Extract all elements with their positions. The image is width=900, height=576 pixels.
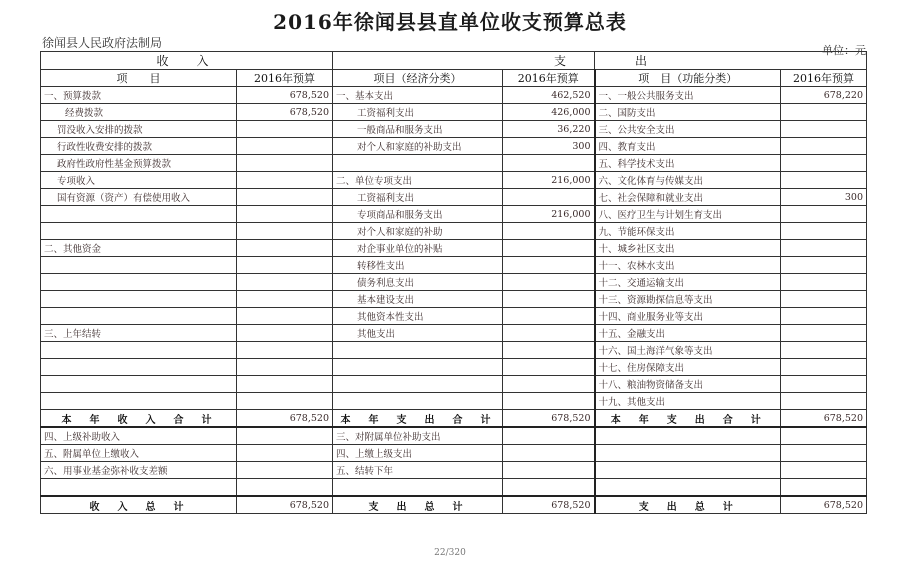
expense-row	[333, 291, 867, 308]
income-item-label: 二、其他资金	[41, 240, 237, 257]
income-item-label	[41, 206, 237, 223]
expense-func-value	[781, 240, 867, 257]
expense-row	[333, 206, 867, 223]
expense-econ-label: 其他支出	[333, 325, 503, 342]
income-extra-label	[41, 479, 237, 497]
income-item-value	[237, 155, 333, 172]
expense-extra-label: 四、上缴上级支出	[333, 445, 503, 462]
income-item-label	[41, 376, 237, 393]
income-item-value	[237, 240, 333, 257]
expense-econ-label	[333, 342, 503, 359]
expense-econ-label: 一、基本支出	[333, 87, 503, 104]
expense-econ-value	[503, 223, 595, 240]
expense-econ-label: 其他资本性支出	[333, 308, 503, 325]
expense-row	[333, 240, 867, 257]
expense-row	[333, 87, 867, 104]
expense-total-label-econ: 本 年 支 出 合 计	[333, 410, 503, 428]
income-row	[41, 138, 333, 155]
expense-econ-value: 36,220	[503, 121, 595, 138]
expense-extra-value	[503, 462, 595, 479]
income-item-value	[237, 121, 333, 138]
expense-func-label: 五、科学技术支出	[595, 155, 781, 172]
income-item-label	[41, 274, 237, 291]
expense-func-label: 十四、商业服务业等支出	[595, 308, 781, 325]
income-row	[41, 87, 333, 104]
expense-row	[333, 189, 867, 206]
expense-column-header-row	[333, 70, 867, 87]
income-item-value	[237, 342, 333, 359]
expense-extra-label	[333, 479, 503, 497]
income-row	[41, 342, 333, 359]
income-item-value	[237, 308, 333, 325]
expense-row	[333, 155, 867, 172]
expense-econ-label	[333, 155, 503, 172]
expense-func-value	[781, 274, 867, 291]
expense-col-budget-func: 2016年预算	[781, 70, 867, 87]
income-item-value	[237, 359, 333, 376]
income-item-value	[237, 172, 333, 189]
income-extra-label: 四、上级补助收入	[41, 427, 237, 445]
income-row	[41, 308, 333, 325]
income-row	[41, 291, 333, 308]
expense-extra-func-value	[781, 479, 867, 497]
expense-col-econ: 项目（经济分类）	[333, 70, 503, 87]
income-extra-value	[237, 445, 333, 462]
income-item-label	[41, 393, 237, 410]
expense-econ-value	[503, 376, 595, 393]
expense-econ-value	[503, 325, 595, 342]
expense-econ-value	[503, 240, 595, 257]
expense-extra-value	[503, 427, 595, 445]
expense-total-row	[333, 410, 867, 428]
income-row	[41, 240, 333, 257]
income-row	[41, 359, 333, 376]
expense-section-header-row	[333, 52, 867, 70]
expense-extra-value	[503, 479, 595, 497]
expense-econ-label	[333, 393, 503, 410]
page-number: 22/320	[434, 548, 466, 558]
expense-extra-func	[595, 427, 781, 445]
expense-econ-label: 基本建设支出	[333, 291, 503, 308]
income-row	[41, 206, 333, 223]
expense-func-value	[781, 325, 867, 342]
expense-econ-label	[333, 376, 503, 393]
expense-extra-func	[595, 462, 781, 479]
expense-econ-label: 对个人和家庭的补助支出	[333, 138, 503, 155]
income-row	[41, 121, 333, 138]
expense-grand-total-value-func: 678,520	[781, 496, 867, 514]
expense-econ-label: 一般商品和服务支出	[333, 121, 503, 138]
expense-extra-row	[333, 427, 867, 445]
expense-econ-value: 216,000	[503, 206, 595, 223]
expense-func-label: 七、社会保障和就业支出	[595, 189, 781, 206]
expense-row	[333, 104, 867, 121]
income-item-value	[237, 274, 333, 291]
expense-func-value	[781, 138, 867, 155]
expense-row	[333, 223, 867, 240]
income-item-value: 678,520	[237, 104, 333, 121]
income-item-label: 三、上年结转	[41, 325, 237, 342]
expense-col-budget-econ: 2016年预算	[503, 70, 595, 87]
expense-func-label: 十二、交通运输支出	[595, 274, 781, 291]
expense-econ-label: 工资福利支出	[333, 104, 503, 121]
expense-func-value	[781, 342, 867, 359]
income-item-label	[41, 308, 237, 325]
page-title: 2016年徐闻县县直单位收支预算总表	[273, 10, 627, 34]
income-item-value	[237, 291, 333, 308]
income-row	[41, 223, 333, 240]
expense-func-label: 六、文化体育与传媒支出	[595, 172, 781, 189]
income-row	[41, 376, 333, 393]
expense-econ-label: 转移性支出	[333, 257, 503, 274]
income-item-value	[237, 325, 333, 342]
expense-func-label: 十六、国土海洋气象等支出	[595, 342, 781, 359]
expense-econ-label: 对企事业单位的补贴	[333, 240, 503, 257]
expense-func-label: 十七、住房保障支出	[595, 359, 781, 376]
expense-extra-func	[595, 479, 781, 497]
expense-func-label: 一、一般公共服务支出	[595, 87, 781, 104]
income-row	[41, 155, 333, 172]
expense-func-label: 十三、资源勘探信息等支出	[595, 291, 781, 308]
expense-econ-label	[333, 359, 503, 376]
expense-econ-value	[503, 257, 595, 274]
expense-table	[332, 51, 867, 514]
income-total-row	[41, 410, 333, 428]
expense-grand-total-label-func: 支 出 总 计	[595, 496, 781, 514]
expense-econ-value	[503, 342, 595, 359]
expense-extra-row	[333, 479, 867, 497]
expense-econ-value: 462,520	[503, 87, 595, 104]
income-total-value: 678,520	[237, 410, 333, 428]
expense-econ-value	[503, 359, 595, 376]
income-row	[41, 189, 333, 206]
income-extra-row	[41, 427, 333, 445]
income-item-label	[41, 359, 237, 376]
income-item-label: 经费拨款	[41, 104, 237, 121]
expense-row	[333, 172, 867, 189]
income-item-label: 罚没收入安排的拨款	[41, 121, 237, 138]
income-section-header-row	[41, 52, 333, 70]
expense-func-label: 十、城乡社区支出	[595, 240, 781, 257]
expense-func-label: 八、医疗卫生与计划生育支出	[595, 206, 781, 223]
income-item-label	[41, 291, 237, 308]
expense-func-label: 十一、农林水支出	[595, 257, 781, 274]
income-row	[41, 274, 333, 291]
expense-func-label: 二、国防支出	[595, 104, 781, 121]
income-column-header-row	[41, 70, 333, 87]
expense-row	[333, 274, 867, 291]
income-row	[41, 325, 333, 342]
expense-econ-value	[503, 308, 595, 325]
income-item-label	[41, 257, 237, 274]
expense-grand-total-value-econ: 678,520	[503, 496, 595, 514]
expense-row	[333, 121, 867, 138]
income-item-value	[237, 138, 333, 155]
expense-col-func: 项 目（功能分类）	[595, 70, 781, 87]
expense-econ-value	[503, 274, 595, 291]
income-item-label: 政府性政府性基金预算拨款	[41, 155, 237, 172]
expense-func-value	[781, 257, 867, 274]
income-item-label: 一、预算拨款	[41, 87, 237, 104]
expense-func-value	[781, 359, 867, 376]
expense-row	[333, 393, 867, 410]
expense-extra-label: 三、对附属单位补助支出	[333, 427, 503, 445]
expense-grand-total-label-econ: 支 出 总 计	[333, 496, 503, 514]
expense-func-value	[781, 223, 867, 240]
income-item-value: 678,520	[237, 87, 333, 104]
income-extra-value	[237, 479, 333, 497]
currency-unit: 单位：元	[822, 44, 866, 57]
expense-func-value	[781, 393, 867, 410]
income-grand-total-label: 收 入 总 计	[41, 496, 237, 514]
income-item-value	[237, 393, 333, 410]
expense-func-value	[781, 172, 867, 189]
expense-econ-value: 216,000	[503, 172, 595, 189]
expense-econ-label: 对个人和家庭的补助	[333, 223, 503, 240]
expense-func-label: 四、教育支出	[595, 138, 781, 155]
expense-row	[333, 325, 867, 342]
income-extra-row	[41, 479, 333, 497]
expense-econ-value	[503, 291, 595, 308]
income-extra-value	[237, 462, 333, 479]
expense-econ-value: 426,000	[503, 104, 595, 121]
expense-row	[333, 359, 867, 376]
income-item-value	[237, 223, 333, 240]
expense-econ-value	[503, 155, 595, 172]
income-col-item: 项 目	[41, 70, 237, 87]
income-row	[41, 172, 333, 189]
expense-extra-label: 五、结转下年	[333, 462, 503, 479]
income-grand-total-row	[41, 496, 333, 514]
income-item-value	[237, 257, 333, 274]
expense-func-label: 十八、粮油物资储备支出	[595, 376, 781, 393]
expense-func-label: 十五、金融支出	[595, 325, 781, 342]
expense-func-label: 十九、其他支出	[595, 393, 781, 410]
income-extra-row	[41, 462, 333, 479]
expense-row	[333, 257, 867, 274]
income-row	[41, 257, 333, 274]
income-item-label: 行政性收费安排的拨款	[41, 138, 237, 155]
expense-econ-label: 专项商品和服务支出	[333, 206, 503, 223]
expense-row	[333, 342, 867, 359]
expense-func-value	[781, 291, 867, 308]
expense-func-value	[781, 155, 867, 172]
income-item-label: 专项收入	[41, 172, 237, 189]
income-item-label	[41, 223, 237, 240]
expense-extra-func	[595, 445, 781, 462]
income-extra-label: 六、用事业基金弥补收支差额	[41, 462, 237, 479]
expense-row	[333, 138, 867, 155]
expense-func-value	[781, 206, 867, 223]
income-total-label: 本 年 收 入 合 计	[41, 410, 237, 428]
expense-section-label-left: 支	[333, 52, 595, 70]
income-grand-total-value: 678,520	[237, 496, 333, 514]
income-item-value	[237, 206, 333, 223]
income-col-budget: 2016年预算	[237, 70, 333, 87]
expense-econ-value: 300	[503, 138, 595, 155]
expense-econ-label: 二、单位专项支出	[333, 172, 503, 189]
expense-func-label: 九、节能环保支出	[595, 223, 781, 240]
expense-func-value: 300	[781, 189, 867, 206]
expense-total-label-func: 本 年 支 出 合 计	[595, 410, 781, 428]
expense-func-value	[781, 121, 867, 138]
expense-extra-row	[333, 445, 867, 462]
expense-func-value: 678,220	[781, 87, 867, 104]
expense-total-value-econ: 678,520	[503, 410, 595, 428]
income-extra-label: 五、附属单位上缴收入	[41, 445, 237, 462]
expense-extra-func-value	[781, 462, 867, 479]
expense-row	[333, 376, 867, 393]
expense-func-value	[781, 104, 867, 121]
expense-econ-value	[503, 393, 595, 410]
income-item-label	[41, 342, 237, 359]
expense-total-value-func: 678,520	[781, 410, 867, 428]
income-item-value	[237, 189, 333, 206]
expense-econ-label: 工资福利支出	[333, 189, 503, 206]
expense-extra-value	[503, 445, 595, 462]
organization-name: 徐闻县人民政府法制局	[42, 36, 163, 50]
income-extra-value	[237, 427, 333, 445]
income-row	[41, 393, 333, 410]
expense-section-label-right: 出	[595, 52, 867, 70]
expense-func-value	[781, 376, 867, 393]
income-item-value	[237, 376, 333, 393]
expense-func-label: 三、公共安全支出	[595, 121, 781, 138]
income-row	[41, 104, 333, 121]
expense-extra-func-value	[781, 445, 867, 462]
expense-extra-row	[333, 462, 867, 479]
income-table	[40, 51, 333, 514]
expense-grand-total-row	[333, 496, 867, 514]
income-section-label: 收 入	[41, 52, 333, 70]
income-extra-row	[41, 445, 333, 462]
expense-extra-func-value	[781, 427, 867, 445]
expense-econ-value	[503, 189, 595, 206]
expense-row	[333, 308, 867, 325]
income-item-label: 国有资源（资产）有偿使用收入	[41, 189, 237, 206]
expense-func-value	[781, 308, 867, 325]
expense-econ-label: 债务利息支出	[333, 274, 503, 291]
